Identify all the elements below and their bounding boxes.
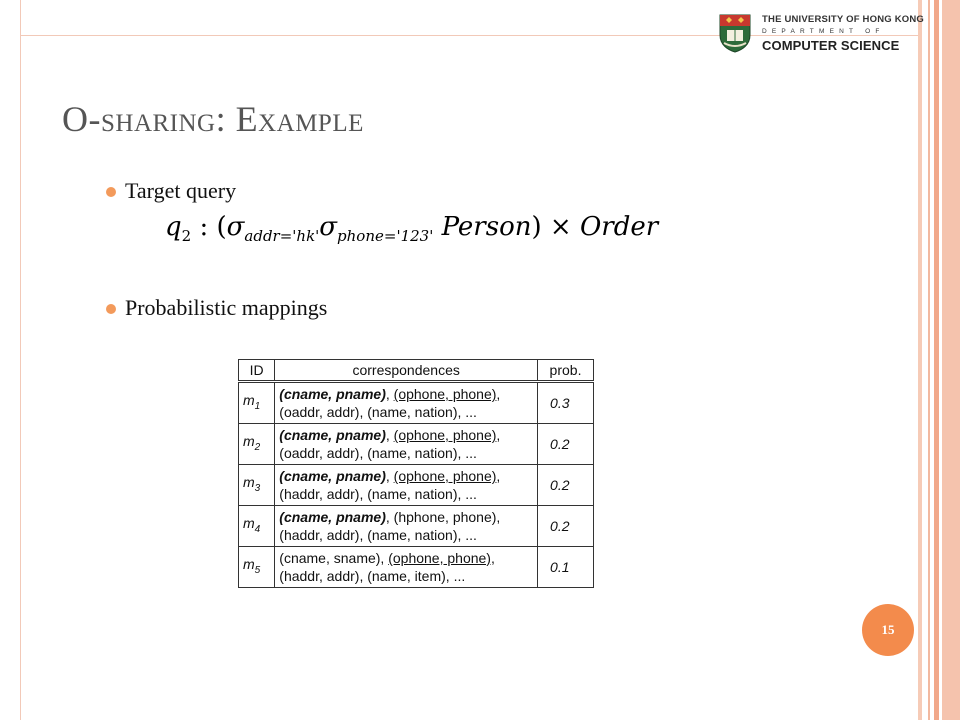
query-colon: : — [199, 212, 209, 242]
correspondence-pair: (cname, pname) — [279, 468, 386, 484]
university-name: THE UNIVERSITY OF HONG KONG — [762, 14, 924, 25]
correspondence-line-2: (oaddr, addr), (name, nation), ... — [279, 445, 477, 461]
correspondence-pair: (cname, pname) — [279, 509, 386, 525]
correspondence-pair: , — [496, 427, 501, 443]
table-row — [239, 506, 594, 547]
table-row — [239, 382, 594, 424]
bullet-dot — [106, 304, 116, 314]
correspondence-pair: (ophone, phone) — [388, 550, 491, 566]
slide-title: O-sharing: Example — [62, 99, 364, 139]
university-crest-icon — [718, 13, 752, 53]
slide-border-left — [20, 0, 21, 720]
page-number-badge: 15 — [862, 604, 914, 656]
query-open-paren: ( — [216, 212, 227, 242]
selection-condition-1: addr='hk' — [244, 227, 320, 245]
mapping-probability: 0.2 — [538, 465, 594, 506]
mapping-probability: 0.1 — [538, 547, 594, 588]
mapping-correspondences — [275, 465, 538, 506]
decorative-stripe — [942, 0, 960, 720]
mapping-correspondences — [275, 547, 538, 588]
mapping-id-letter: m — [243, 432, 255, 449]
mapping-id — [239, 465, 275, 506]
correspondence-pair: , — [385, 386, 394, 402]
mapping-correspondences — [275, 506, 538, 547]
mapping-table-body — [239, 382, 594, 588]
department-name: COMPUTER SCIENCE — [762, 38, 900, 53]
correspondence-line-2: (oaddr, addr), (name, nation), ... — [279, 404, 477, 420]
correspondence-pair: (ophone, phone) — [393, 386, 497, 402]
relation-person: Person — [441, 212, 532, 242]
correspondence-pair: (ophone, phone) — [393, 427, 497, 443]
table-row — [239, 547, 594, 588]
mapping-id-subscript: 3 — [254, 482, 261, 494]
bullet-target-query: Target query — [125, 178, 237, 203]
decorative-stripe — [928, 0, 930, 720]
column-header-correspondences: correspondences — [275, 360, 538, 382]
correspondence-line-1 — [279, 508, 533, 526]
mapping-id — [239, 382, 275, 424]
correspondence-pair: (ophone, phone) — [393, 468, 497, 484]
mapping-correspondences — [275, 382, 538, 424]
mapping-probability: 0.2 — [538, 424, 594, 465]
mapping-id — [239, 424, 275, 465]
correspondence-pair: , — [385, 427, 394, 443]
correspondence-pair: (cname, pname) — [279, 427, 386, 443]
bullet-dot — [106, 187, 116, 197]
correspondence-pair: (cname, sname), — [279, 550, 389, 566]
cross-product-operator: × — [549, 212, 572, 242]
decorative-stripe — [918, 0, 922, 720]
selection-condition-2: phone='123' — [337, 227, 434, 245]
bullet-probabilistic-mappings: Probabilistic mappings — [125, 295, 328, 320]
mapping-probability: 0.3 — [538, 382, 594, 424]
mapping-id — [239, 547, 275, 588]
table-header-row — [239, 360, 594, 382]
selection-operator-1: σ — [226, 212, 245, 242]
mapping-id-subscript: 1 — [254, 400, 261, 412]
correspondence-line-1 — [279, 385, 533, 403]
correspondence-pair: , — [496, 386, 501, 402]
correspondence-line-1 — [279, 426, 533, 444]
column-header-id: ID — [239, 360, 275, 382]
selection-operator-2: σ — [319, 212, 338, 242]
mapping-id — [239, 506, 275, 547]
correspondence-pair: , (hphone, phone), — [385, 509, 501, 525]
correspondence-line-2: (haddr, addr), (name, item), ... — [279, 568, 466, 584]
correspondence-line-2: (haddr, addr), (name, nation), ... — [279, 527, 477, 543]
mapping-id-letter: m — [243, 555, 255, 572]
table-row — [239, 465, 594, 506]
mapping-id-subscript: 4 — [254, 523, 261, 535]
department-label: DEPARTMENT OF — [762, 28, 885, 35]
mapping-id-letter: m — [243, 514, 255, 531]
decorative-stripe — [934, 0, 939, 720]
mapping-id-letter: m — [243, 391, 255, 408]
correspondence-pair: (cname, pname) — [279, 386, 386, 402]
mapping-table — [238, 359, 594, 588]
mapping-correspondences — [275, 424, 538, 465]
correspondence-pair: , — [490, 550, 495, 566]
correspondence-pair: , — [496, 468, 501, 484]
query-name-subscript: 2 — [181, 227, 192, 245]
mapping-id-subscript: 5 — [254, 564, 261, 576]
mapping-probability: 0.2 — [538, 506, 594, 547]
query-formula — [165, 212, 658, 245]
mapping-id-letter: m — [243, 473, 255, 490]
correspondence-line-2: (haddr, addr), (name, nation), ... — [279, 486, 477, 502]
correspondence-pair: , — [385, 468, 394, 484]
mapping-id-subscript: 2 — [254, 441, 261, 453]
query-close-paren: ) — [531, 212, 542, 242]
column-header-prob: prob. — [538, 360, 594, 382]
relation-order: Order — [579, 212, 659, 242]
correspondence-line-1 — [279, 549, 533, 567]
query-name: q — [165, 212, 182, 242]
university-logo — [718, 10, 924, 56]
table-row — [239, 424, 594, 465]
correspondence-line-1 — [279, 467, 533, 485]
